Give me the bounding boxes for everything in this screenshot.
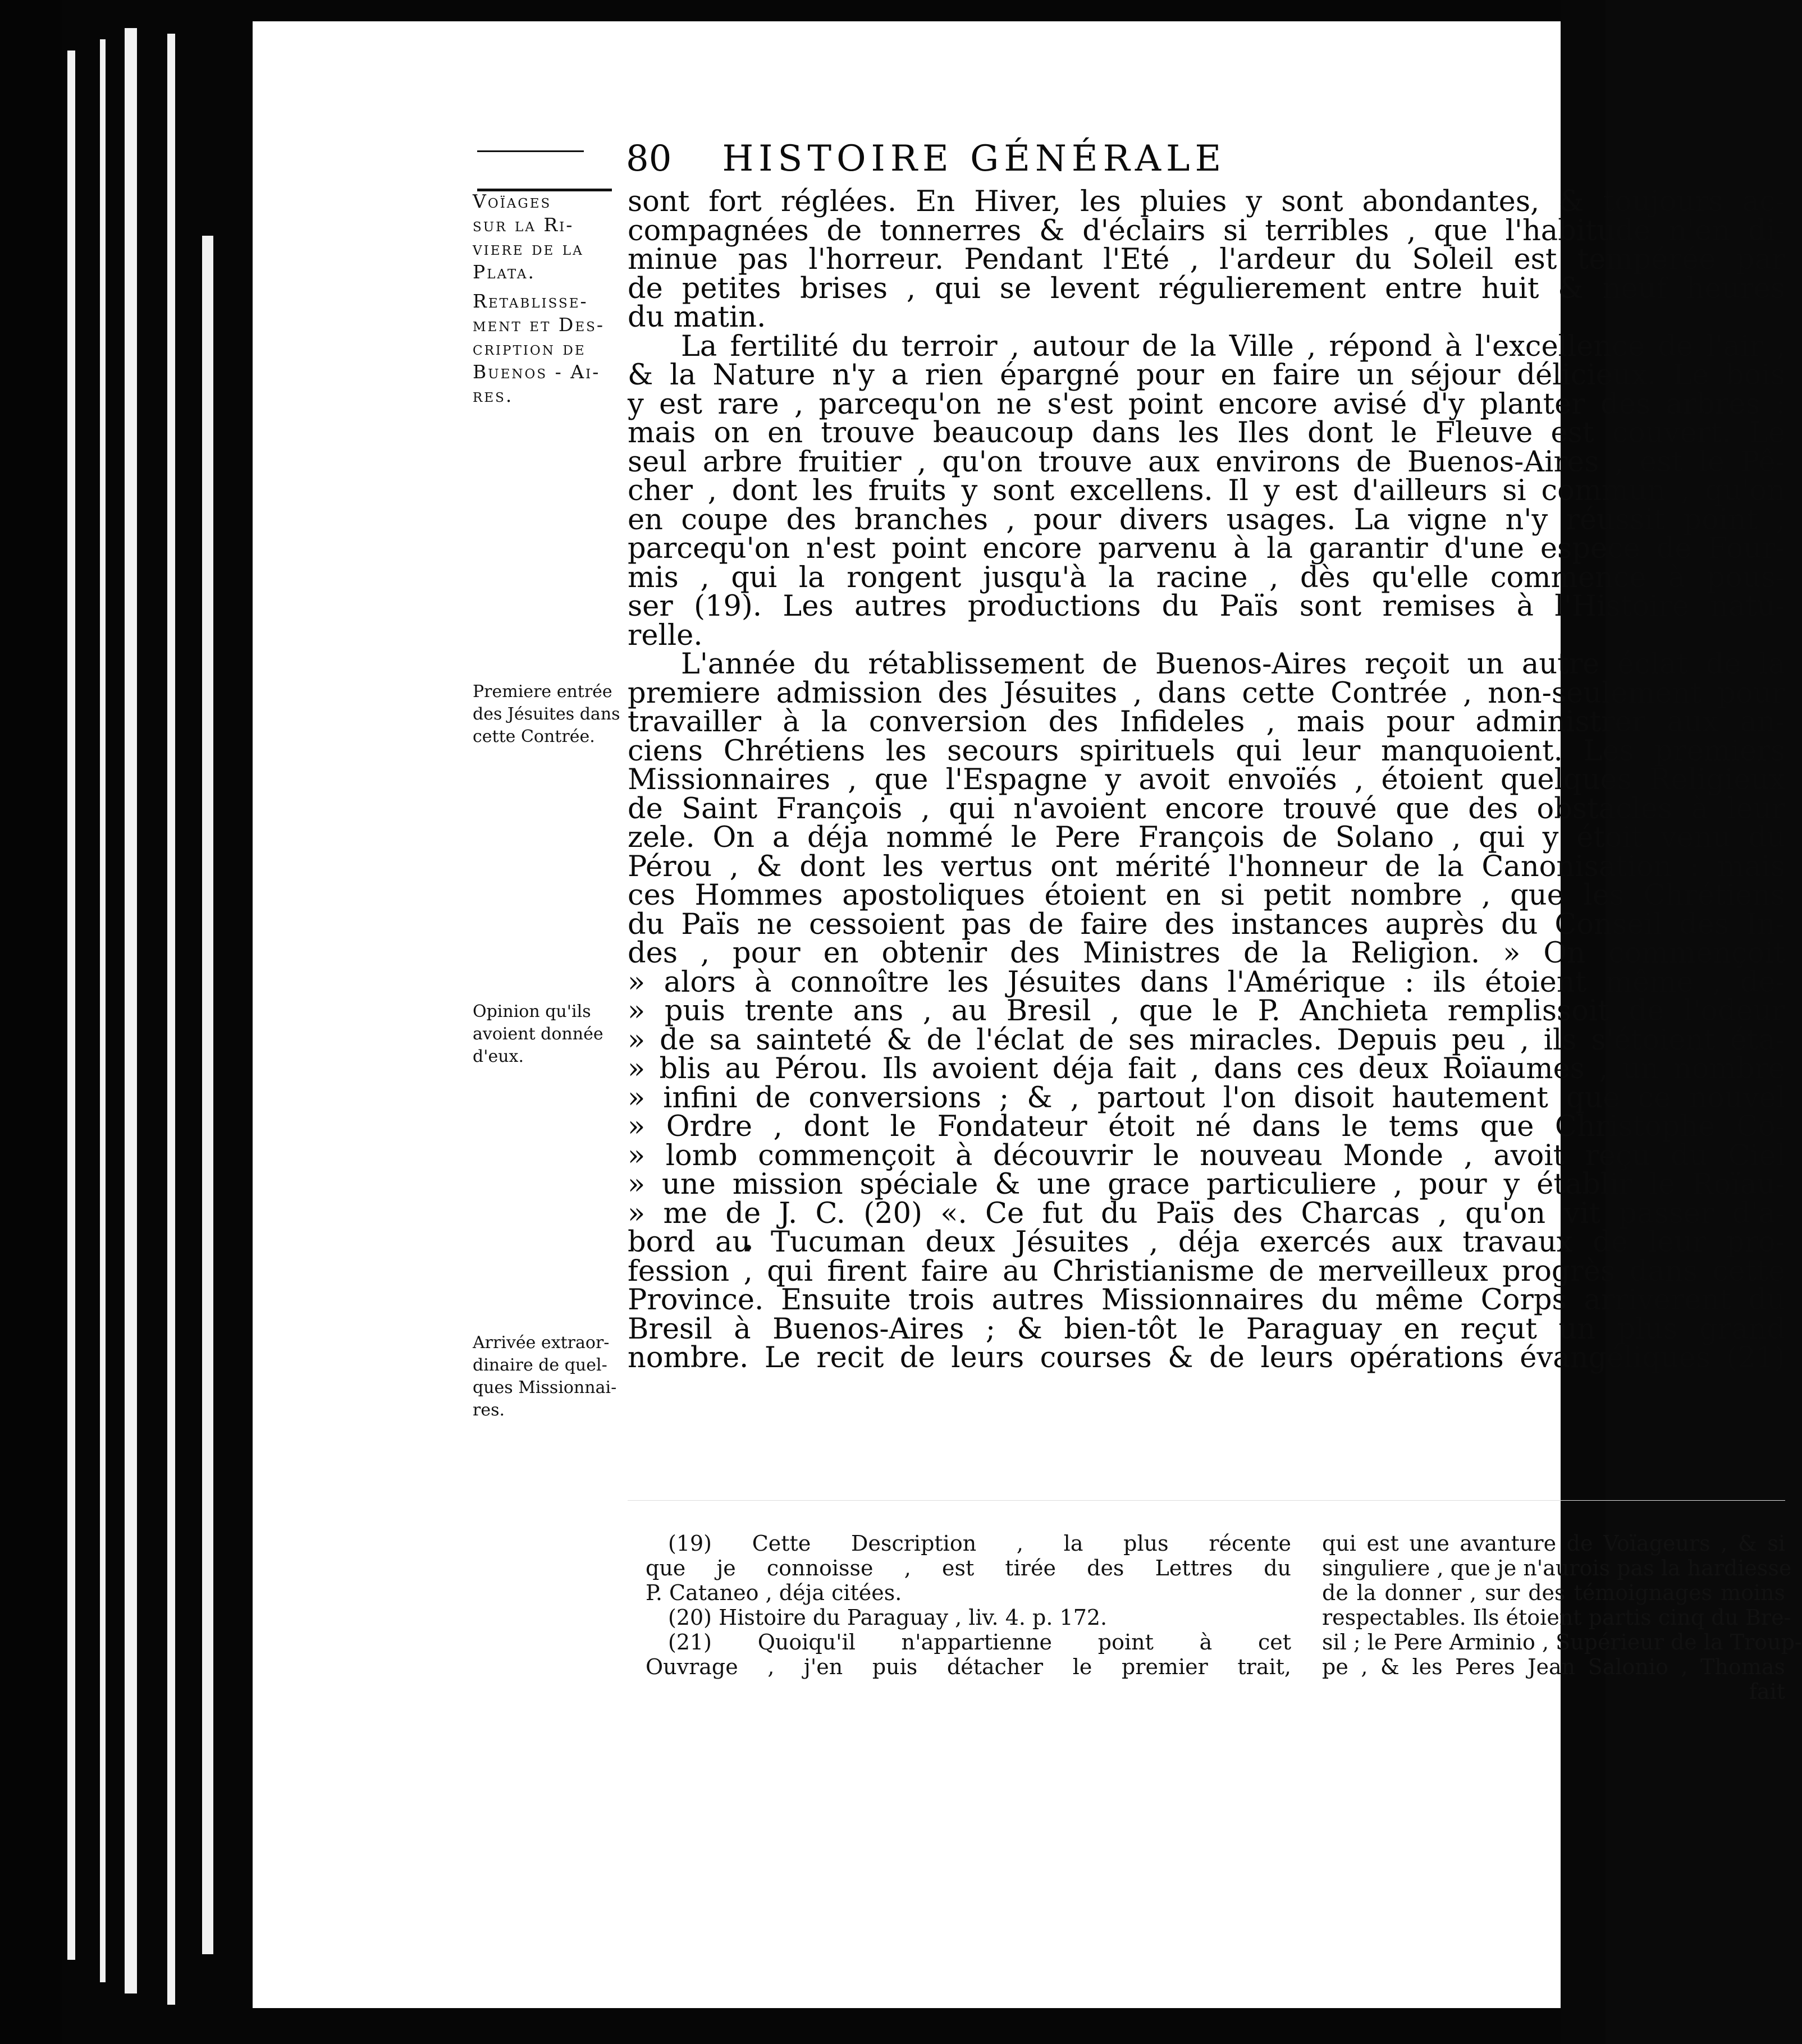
- page-edge: [67, 51, 75, 1960]
- footnote-line: (20) Histoire du Paraguay , liv. 4. p. 172.: [668, 1605, 1108, 1630]
- text-line: La fertilité du terroir , autour de la Ville , répond à l'excellence de l'air ,: [681, 329, 1785, 363]
- margin-note-line: res.: [473, 1400, 505, 1420]
- page-edge: [167, 34, 175, 2005]
- text-line: » me de J. C. (20) «. Ce fut du Païs des Charcas , qu'on vit passer d'a-: [628, 1197, 1785, 1230]
- text-line: Bresil à Buenos-Aires ; & bien-tôt le Paraguay en reçut un plus grand: [628, 1312, 1785, 1346]
- margin-note-line: d'eux.: [473, 1047, 524, 1066]
- footnote-line: (21) Quoiqu'il n'appartienne point à cet: [668, 1630, 1291, 1655]
- margin-note-line: cription de: [473, 337, 586, 359]
- footnote-line: (19) Cette Description , la plus récente: [668, 1531, 1291, 1556]
- text-line: en coupe des branches , pour divers usages. La vigne n'y réussit point ,: [628, 503, 1785, 537]
- text-line: Missionnaires , que l'Espagne y avoit envoïés , étoient quelques Religieux: [628, 763, 1785, 796]
- footnote-line: sil ; le Pere Arminio , Supérieur de la Troup-: [1322, 1630, 1802, 1655]
- footnote-line: de la donner , sur des témoignages moins: [1322, 1580, 1785, 1605]
- text-line: ces Hommes apostoliques étoient en si petit nombre , que les Chrétiens: [628, 879, 1785, 912]
- margin-note-retablissement: [473, 290, 620, 407]
- footnote-line: que je connoisse , est tirée des Lettres du: [646, 1556, 1291, 1580]
- book-spine-shadow: [0, 0, 62, 2044]
- text-line: & la Nature n'y a rien épargné pour en faire un séjour délicieux. Le bois: [628, 359, 1785, 392]
- margin-note-line: ment et Des-: [473, 314, 605, 336]
- margin-note-line: des Jésuites dans: [473, 704, 620, 724]
- margin-note-line: Premiere entrée: [473, 682, 612, 702]
- text-line: seul arbre fruitier , qu'on trouve aux environs de Buenos-Aires , est le Pê-: [628, 445, 1785, 479]
- text-line: ser (19). Les autres productions du Païs sont remises à l'Histoire natu-: [628, 590, 1785, 623]
- text-line: » une mission spéciale & une grace particuliere , pour y établir le Roïau-: [628, 1168, 1785, 1201]
- text-line: de petites brises , qui se levent régulierement entre huit & neuf heures: [628, 272, 1785, 305]
- text-line: travailler à la conversion des Infideles , mais pour administrer aux an-: [628, 705, 1785, 739]
- footnote-line: qui est une avanture de Voïageurs , & si: [1322, 1531, 1785, 1556]
- text-line: » de sa sainteté & de l'éclat de ses miracles. Depuis peu , ils s'étoient éta-: [628, 1023, 1785, 1057]
- margin-note-line: avoient donnée: [473, 1024, 603, 1044]
- margin-note-line: Arrivée extraor-: [473, 1333, 610, 1353]
- text-line: ciens Chrétiens les secours spirituels qui leur manquoient. Les premiers: [628, 734, 1785, 768]
- footnotes-left-column: [646, 1531, 1291, 1679]
- footnote-line: Ouvrage , j'en puis détacher le premier trait,: [646, 1655, 1291, 1679]
- margin-note-arrivee: [473, 1332, 620, 1422]
- text-line: L'année du rétablissement de Buenos-Aires reçoit un autre éclat de la: [681, 648, 1785, 681]
- text-line: premiere admission des Jésuites , dans cette Contrée , non-seulement pour: [628, 676, 1785, 710]
- footnote-line: P. Cataneo , déja citées.: [646, 1580, 902, 1605]
- text-line: » Ordre , dont le Fondateur étoit né dans le tems que Christophe Co-: [628, 1110, 1785, 1143]
- text-line: minue pas l'horreur. Pendant l'Eté , l'ardeur du Soleil est tempérée par: [628, 243, 1785, 276]
- text-line: mais on en trouve beaucoup dans les Iles dont le Fleuve est couvert. Le: [628, 416, 1785, 450]
- footnote-separator: [628, 1500, 1785, 1501]
- catchword: fait: [1749, 1679, 1785, 1704]
- text-line: zele. On a déja nommé le Pere François de Solano , qui y étoit venu du: [628, 821, 1785, 854]
- book-page: [253, 21, 1802, 2008]
- text-line: Province. Ensuite trois autres Missionnaires du même Corps arriverent du: [628, 1284, 1785, 1317]
- text-line: » lomb commençoit à découvrir le nouveau Monde , avoit reçu du Ciel: [628, 1139, 1785, 1172]
- margin-note-line: viere de la: [473, 237, 584, 259]
- text-line: compagnées de tonnerres & d'éclairs si terribles , que l'habitude n'en di-: [628, 214, 1785, 248]
- margin-note-premiere: [473, 681, 620, 748]
- text-line: fession , qui firent faire au Christianisme de merveilleux progrès dans cette: [628, 1254, 1785, 1288]
- margin-note-line: res.: [473, 384, 514, 406]
- margin-note-line: Plata.: [473, 261, 536, 283]
- margin-note-opinion: [473, 1001, 620, 1068]
- text-line: mis , qui la rongent jusqu'à la racine , dès qu'elle commence à pous-: [628, 561, 1785, 594]
- text-line: » puis trente ans , au Bresil , que le P. Anchieta remplissoit de l'odeur: [628, 994, 1785, 1028]
- page-number: 80: [626, 138, 672, 180]
- text-line: y est rare , parcequ'on ne s'est point encore avisé d'y planter des arbres :: [628, 387, 1785, 421]
- text-line: des , pour en obtenir des Ministres de la Religion. » On commençoit: [628, 937, 1785, 970]
- text-line: relle.: [628, 618, 703, 652]
- page-edge: [125, 28, 137, 1993]
- margin-note-line: Voïages: [473, 190, 552, 212]
- running-title: HISTOIRE GÉNÉRALE: [722, 138, 1227, 180]
- footnote-line: respectables. Ils étoient partis cinq du Bre-: [1322, 1605, 1791, 1630]
- margin-note-line: ques Missionnai-: [473, 1378, 617, 1397]
- text-line: bord au Tucuman deux Jésuites , déja exercés aux travaux de leur pro-: [628, 1226, 1785, 1259]
- footnotes-right-column: [1322, 1531, 1802, 1704]
- page-edge: [100, 39, 106, 1982]
- footnote-line: pe , & les Peres Jean Salonio , Thomas: [1322, 1655, 1785, 1679]
- text-line: parcequ'on n'est point encore parvenu à la garantir d'une espece de Four-: [628, 532, 1785, 565]
- text-line: » infini de conversions ; & , partout l'on disoit hautement que ce nouvel: [628, 1081, 1785, 1115]
- text-line: de Saint François , qui n'avoient encore trouvé que des obstacles à leur: [628, 792, 1785, 826]
- text-line: cher , dont les fruits y sont excellens. Il y est d'ailleurs si commun , qu'on: [628, 474, 1785, 507]
- margin-note-line: cette Contrée.: [473, 727, 595, 746]
- main-text: [628, 187, 1785, 1373]
- text-line: du Païs ne cessoient pas de faire des instances auprès du Conseil des In-: [628, 908, 1785, 941]
- running-header: [626, 136, 1226, 181]
- text-line: » alors à connoître les Jésuites dans l'Amérique : ils étoient même , de-: [628, 965, 1785, 999]
- footnote-line: singuliere , que je n'aurois pas la hardiesse: [1322, 1556, 1792, 1580]
- text-line: du matin.: [628, 301, 766, 334]
- page-edge: [202, 236, 213, 1954]
- margin-note-line: sur la Ri-: [473, 214, 574, 236]
- margin-note-voiages: [473, 190, 620, 284]
- text-line: Pérou , & dont les vertus ont mérité l'honneur de la Canonisation : mais: [628, 850, 1785, 883]
- margin-note-line: Retablisse-: [473, 290, 588, 312]
- margin-note-line: Buenos - Ai-: [473, 361, 601, 383]
- text-line: » blis au Pérou. Ils avoient déja fait , dans ces deux Roïaumes , un nombre: [628, 1052, 1785, 1085]
- margin-note-line: Opinion qu'ils: [473, 1002, 591, 1021]
- ornament-rule: [477, 150, 584, 152]
- text-line: nombre. Le recit de leurs courses & de leurs opérations évangéliques (21): [628, 1341, 1785, 1374]
- text-line: sont fort réglées. En Hiver, les pluies y sont abondantes, & toujours ac-: [628, 185, 1785, 218]
- margin-note-line: dinaire de quel-: [473, 1355, 607, 1375]
